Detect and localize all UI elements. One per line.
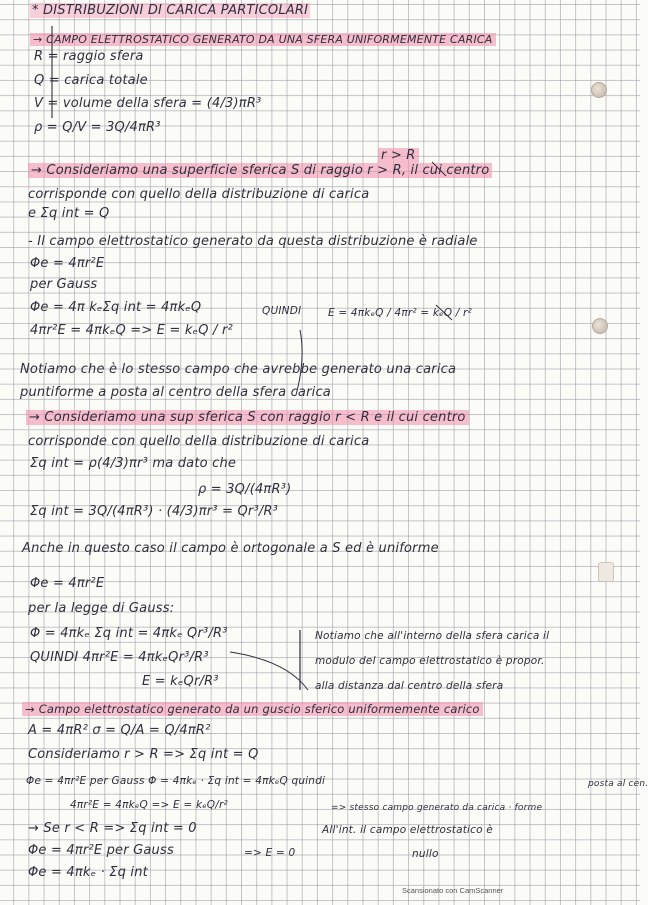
side-note: alla distanza dal centro della sfera — [315, 680, 504, 692]
note-text: → Consideriamo una sup sferica S con raggio r < R e il cui centro — [26, 410, 469, 425]
formula-line: → Se r < R => Σq int = 0 — [28, 821, 197, 836]
side-note: posta al cen. — [588, 779, 648, 789]
formula-line: Φ = 4πkₑ Σq int = 4πkₑ Qr³/R³ — [30, 626, 228, 641]
note-line: e Σq int = Q — [28, 206, 110, 221]
side-note: modulo del campo elettrostatico è propor. — [315, 655, 545, 667]
formula-line: A = 4πR² σ = Q/A = Q/4πR² — [28, 723, 211, 738]
formula-line: Φe = 4πr²E — [30, 576, 105, 591]
formula-line: Φe = 4π kₑΣq int = 4πkₑQ — [30, 300, 202, 315]
formula-line: Φe = 4πr²E per Gauss Φ = 4πkₑ · Σq int = 4πkₑQ quindi — [26, 775, 326, 787]
formula-line: => E = 0 — [244, 847, 296, 859]
strike-stroke — [436, 305, 452, 320]
note-text: Consideriamo r > R => Σq int = Q — [28, 747, 259, 762]
heading-text: → Campo elettrostatico generato da un guscio sferico uniformemente carico — [22, 702, 483, 716]
heading-text: → CAMPO ELETTROSTATICO GENERATO DA UNA SFERA UNIFORMEMENTE CARICA — [30, 33, 496, 46]
formula-line: E = 4πkₑQ / 4πr² = kₑQ / r² — [328, 307, 472, 319]
note-line: Notiamo che è lo stesso campo che avrebbe generato una carica — [20, 362, 457, 377]
formula-line: QUINDI 4πr²E = 4πkₑQr³/R³ — [30, 650, 209, 665]
condition-text: r > R — [378, 148, 419, 163]
note-line: Q = carica totale — [34, 73, 148, 88]
note-line: puntiforme a posta al centro della sfera carica — [20, 385, 331, 400]
side-note: All'int. il campo elettrostatico è — [322, 824, 493, 836]
side-note: Notiamo che all'interno della sfera carica il — [315, 630, 550, 642]
side-note: nullo — [412, 848, 439, 860]
note-line: per la legge di Gauss: — [28, 601, 175, 616]
brace-stroke — [296, 330, 302, 395]
note-line: corrisponde con quello della distribuzione di carica — [28, 187, 370, 202]
note-line: ρ = Q/V = 3Q/4πR³ — [34, 120, 161, 135]
formula-line: 4πr²E = 4πkₑQ => E = kₑQ / r² — [30, 323, 233, 338]
note-line: per Gauss — [30, 277, 98, 292]
arrow-stroke — [230, 652, 308, 690]
note-line: Anche in questo caso il campo è ortogonale a S ed è uniforme — [22, 541, 439, 556]
side-note: => stesso campo generato da carica · forme — [331, 803, 543, 813]
formula-line: ρ = 3Q/(4πR³) — [198, 482, 292, 497]
formula-line: Σq int = 3Q/(4πR³) · (4/3)πr³ = Qr³/R³ — [30, 504, 279, 519]
formula-line: Φe = 4πr²E per Gauss — [28, 843, 174, 858]
note-text: → Consideriamo una superficie sferica S di raggio r > R, il cui centro — [28, 163, 492, 178]
formula-line: Φe = 4πr²E — [30, 256, 105, 271]
note-line: V = volume della sfera = (4/3)πR³ — [34, 96, 262, 111]
note-line: R = raggio sfera — [34, 49, 144, 64]
note-line: corrisponde con quello della distribuzione di carica — [28, 434, 370, 449]
title-text: * DISTRIBUZIONI DI CARICA PARTICOLARI — [32, 3, 309, 18]
formula-line: E = kₑQr/R³ — [142, 674, 219, 689]
formula-line: 4πr²E = 4πkₑQ => E = kₑQ/r² — [70, 799, 228, 811]
strike-stroke — [432, 162, 446, 176]
scanner-watermark: Scansionato con CamScanner — [402, 886, 504, 895]
formula-line: Σq int = ρ(4/3)πr³ ma dato che — [30, 456, 237, 471]
formula-line: Φe = 4πkₑ · Σq int — [28, 865, 148, 880]
note-line: - Il campo elettrostatico generato da questa distribuzione è radiale — [28, 234, 478, 249]
quindi-label: QUINDI — [262, 305, 302, 317]
